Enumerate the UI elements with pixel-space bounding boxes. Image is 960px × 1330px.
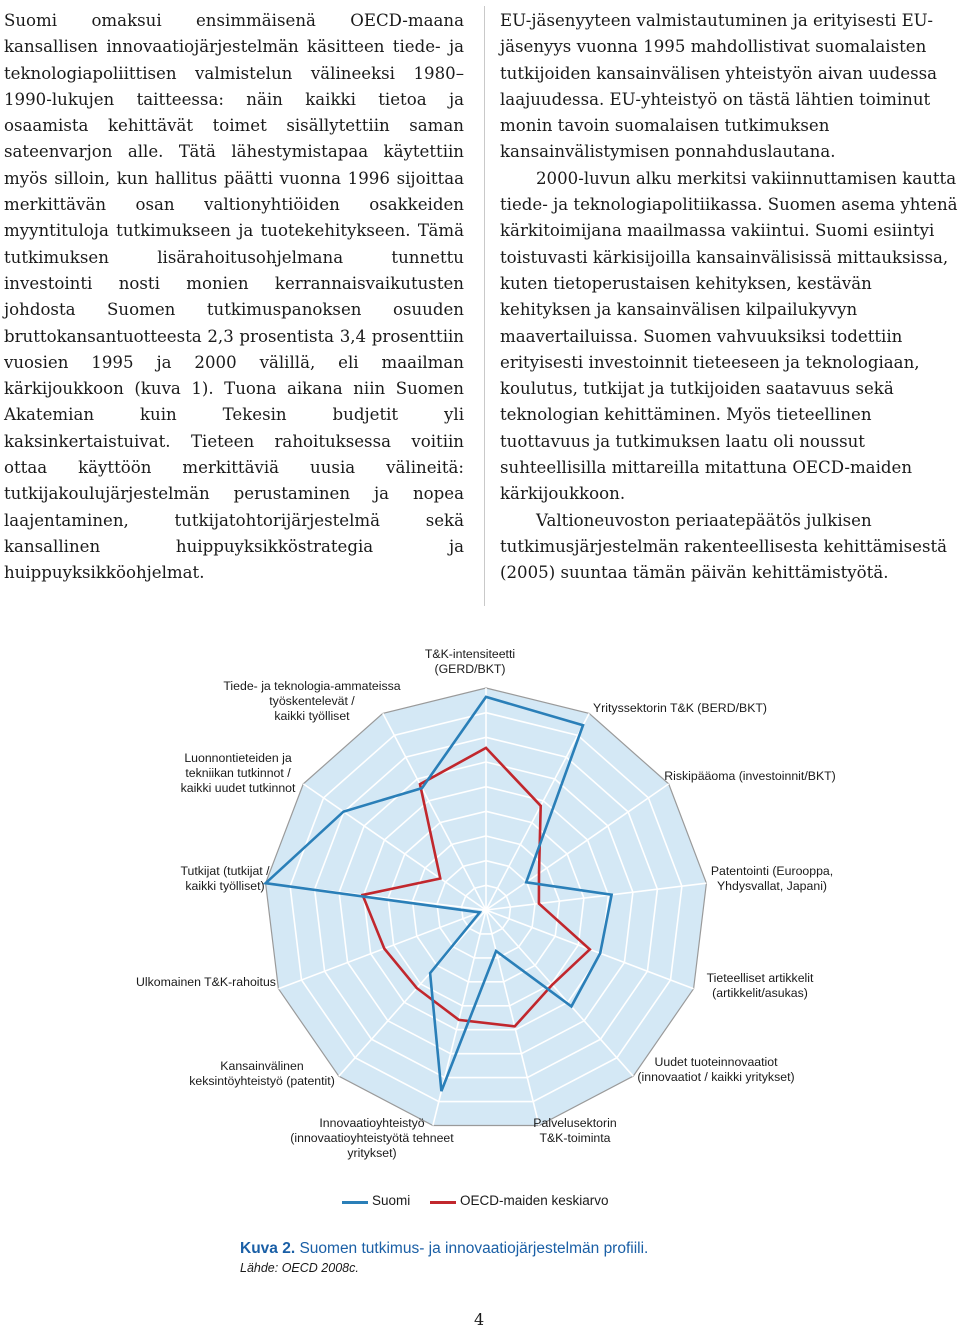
axis-label: [711, 864, 833, 893]
axis-label: [180, 864, 270, 893]
axis-label-line: T&K-toiminta: [539, 1131, 611, 1145]
legend-suomi-label: Suomi: [372, 1193, 411, 1208]
figure-source: Lähde: OECD 2008c.: [240, 1261, 359, 1275]
figure-caption-label: Kuva 2.: [240, 1240, 296, 1257]
axis-label-line: Yrityssektorin T&K (BERD/BKT): [592, 701, 768, 715]
axis-label-line: (GERD/BKT): [434, 662, 506, 676]
legend-oecd-label: OECD-maiden keskiarvo: [460, 1193, 609, 1208]
axis-label-line: Uudet tuoteinnovaatiot: [654, 1055, 778, 1069]
axis-label: [533, 1116, 617, 1145]
legend-suomi-swatch: [342, 1201, 368, 1204]
axis-label-line: Yhdysvallat, Japani): [716, 879, 828, 893]
axis-label-line: (artikkelit/asukas): [712, 986, 808, 1000]
axis-label-line: Luonnontieteiden ja: [184, 751, 292, 765]
axis-label-line: Innovaatioyhteistyö: [319, 1116, 425, 1130]
axis-label-line: yritykset): [347, 1146, 397, 1160]
axis-label-line: Palvelusektorin: [533, 1116, 617, 1130]
axis-label: [223, 679, 400, 723]
figure-caption-text: Suomen tutkimus- ja innovaatiojärjestelmän profiili.: [295, 1240, 649, 1257]
axis-label-line: Kansainvälinen: [220, 1059, 304, 1073]
axis-label-line: (innovaatiot / kaikki yritykset): [637, 1070, 795, 1084]
axis-label-line: tekniikan tutkinnot /: [185, 766, 291, 780]
radar-chart: [0, 630, 960, 1190]
legend-oecd-swatch: [430, 1201, 456, 1204]
left-paragraph: Suomi omaksui ensimmäisenä OECD-maana kansallisen innovaatiojärjestelmän käsitteen tiede- ja teknologiapoliittisen valmistelun välineeksi 1980–1990-lukujen taitteessa: näin kaikki tietoa ja osaamista kehittävät toimet sisällytettiin saman sateenvarjon alle. Tätä lähestymistapaa käytettiin myös silloin, kun hallitus päätti vuonna 1996 sijoittaa merkittävän osan valtionyhtiöiden osakkeiden myyntituloja tutkimukseen ja tuotekehitykseen. Tämä tutkimuksen lisärahoitusohjelmana tunnettu investointi nosti monien kerrannaisvaikutusten johdosta Suomen tutkimuspanoksen osuuden bruttokansantuotteesta 2,3 prosentista 3,4 prosenttiin vuosien 1995 ja 2000 välillä, eli maailman kärkijoukkoon (kuva 1). Tuona aikana niin Suomen Akatemian kuin Tekesin budjetit yli kaksinkertaistuivat. Tieteen rahoituksessa voitiin ottaa käyttöön merkittäviä uusia välineitä: tutkijakoulujärjestelmän perustaminen ja nopea laajentaminen, tutkijatohtorijärjestelmä sekä kansallinen huippuyksikköstrategia ja huippuyksikköohjelmat.: [4, 11, 464, 583]
page-number: 4: [474, 1310, 485, 1329]
axis-label: [189, 1059, 335, 1088]
column-divider: [484, 6, 485, 606]
axis-label-line: työskentelevät /: [269, 694, 355, 708]
axis-label: [664, 769, 836, 783]
axis-label-line: kaikki työlliset: [274, 709, 350, 723]
axis-label-line: Patentointi (Eurooppa,: [710, 864, 834, 878]
axis-label: [181, 751, 296, 795]
axis-label-line: kaikki työlliset): [185, 879, 265, 893]
left-text-column: [4, 8, 464, 587]
axis-label-line: Riskipääoma (investoinnit/BKT): [664, 769, 836, 783]
figure-caption: [240, 1240, 648, 1258]
right-paragraph-2: 2000-luvun alku merkitsi vakiinnuttamisen kautta tiede- ja teknologiapolitiikassa. Suomen asema yhtenä kärkitoimijana maailmassa vakiintui. Suomi esiintyi toistuvasti kärkisijoilla kansainvälisissä mittauksissa, kuten tietoperustaisen kehityksen, kestävän kehityksen ja kansainvälisen kilpailukyvyn maavertailuissa. Suomen vahvuuksiksi todettiin erityisesti investoinnit tieteeseen ja teknologiaan, koulutus, tutkijat ja tutkijoiden saatavuus sekä teknologian kehittäminen. Myös tieteellinen tuottavuus ja tutkimuksen laatu oli noussut suhteellisilla mittareilla mitattuna OECD-maiden kärkijoukkoon.: [500, 168, 958, 504]
axis-label-line: keksintöyhteistyö (patentit): [189, 1074, 335, 1088]
axis-label: [593, 701, 767, 715]
axis-label-line: Ulkomainen T&K-rahoitus: [136, 975, 276, 989]
axis-label: [707, 971, 814, 1000]
axis-label: [425, 647, 515, 676]
right-text-column: [500, 8, 960, 587]
axis-label-line: (innovaatioyhteistyötä tehneet: [290, 1131, 454, 1145]
axis-label-line: Tieteelliset artikkelit: [706, 971, 814, 985]
axis-label: [637, 1055, 794, 1084]
axis-label-line: Tiede- ja teknologia-ammateissa: [223, 679, 401, 693]
right-paragraph-3: Valtioneuvoston periaatepäätös julkisen tutkimusjärjestelmän rakenteellisesta kehittämisestä (2005) suuntaa tämän päivän kehittämistyötä.: [500, 510, 948, 583]
axis-label-line: Tutkijat (tutkijat /: [180, 864, 270, 878]
right-paragraph-1: EU-jäsenyyteen valmistautuminen ja erityisesti EU-jäsenyys vuonna 1995 mahdollistivat suomalaisten tutkijoiden kansainvälisen yhteistyön aivan uudessa laajuudessa. EU-yhteistyö on tästä lähtien toiminut monin tavoin suomalaisen tutkimuksen kansainvälistymisen ponnahduslautana.: [500, 11, 937, 162]
axis-label-line: kaikki uudet tutkinnot: [180, 781, 296, 795]
axis-label-line: T&K-intensiteetti: [424, 647, 516, 661]
axis-label: [136, 975, 276, 989]
